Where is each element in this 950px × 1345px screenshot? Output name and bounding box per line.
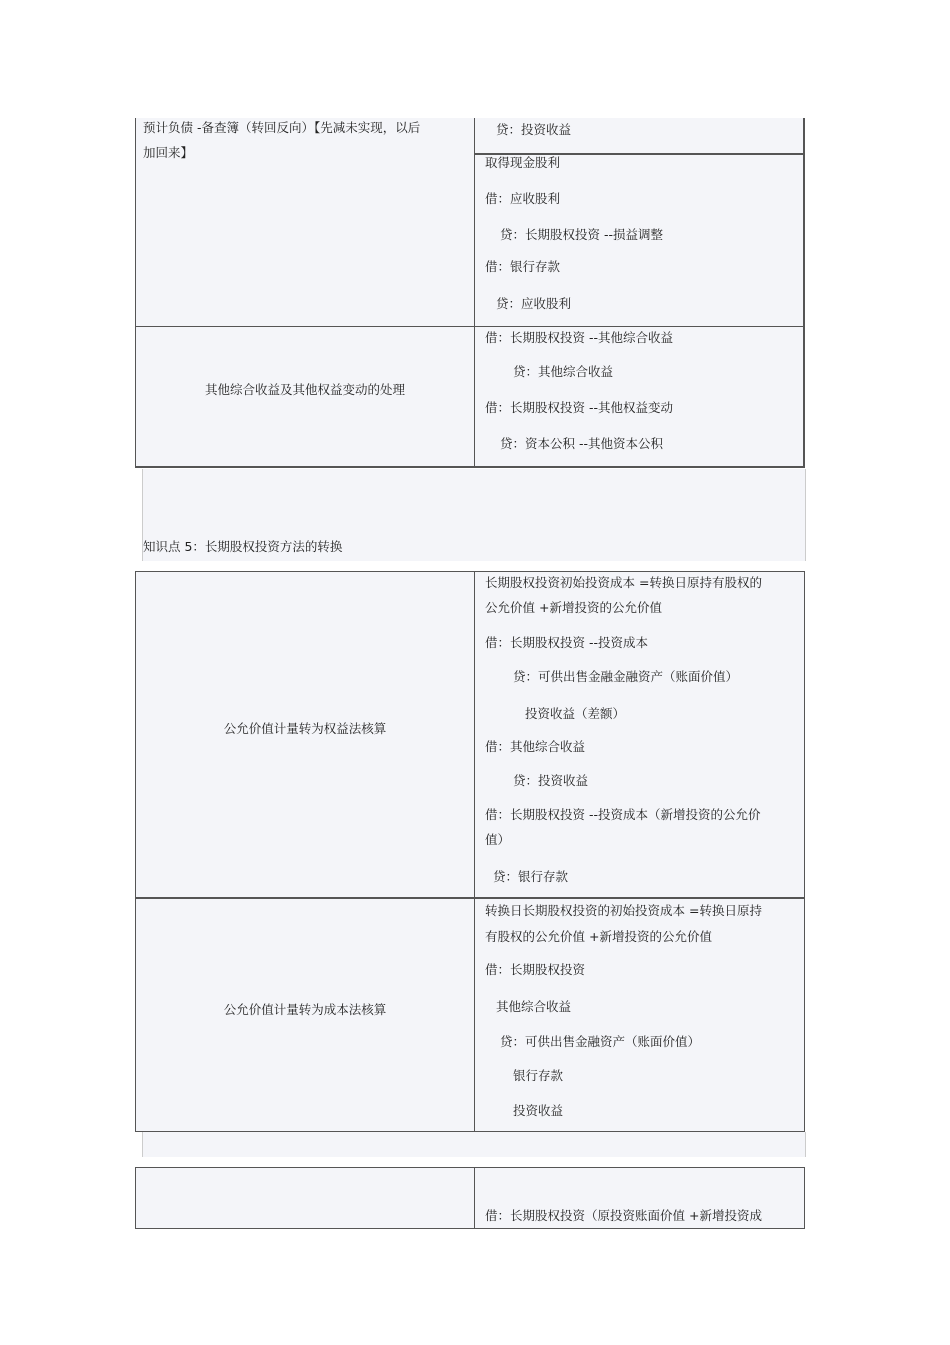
row-label-equity-method: 公允价值计量转为权益法核算: [223, 721, 387, 736]
entry-line: 借：其他综合收益: [485, 739, 586, 754]
table-journal-entries-1: [135, 118, 805, 468]
row-divider: [135, 326, 805, 327]
entry-line: 贷：资本公积 --其他资本公积: [500, 436, 663, 451]
entry-line: 借：银行存款: [485, 259, 561, 274]
entry-line: 其他综合收益: [496, 999, 572, 1014]
entry-line: 贷：银行存款: [493, 869, 569, 884]
entry-line: 投资收益（差额）: [525, 706, 626, 721]
entry-line: 贷：投资收益: [513, 773, 589, 788]
entry-line: 有股权的公允价值 +新增投资的公允价值: [485, 929, 712, 944]
entry-line: 借：长期股权投资 --其他综合收益: [485, 330, 673, 345]
entry-line: 贷：投资收益: [496, 122, 572, 137]
entry-line: 银行存款: [513, 1068, 564, 1083]
entry-line: 借：长期股权投资 --投资成本: [485, 635, 648, 650]
entry-line: 借：应收股利: [485, 191, 561, 206]
entry-line: 长期股权投资初始投资成本 =转换日原持有股权的: [485, 575, 762, 590]
table-method-conversion: [135, 571, 805, 1132]
entry-line: 转换日长期股权投资的初始投资成本 =转换日原持: [485, 903, 762, 918]
entry-line: 贷：可供出售金融资产（账面价值）: [500, 1034, 701, 1049]
entry-line: 借：长期股权投资: [485, 962, 586, 977]
entry-line: 值）: [485, 832, 511, 847]
entry-line: 取得现金股利: [485, 155, 561, 170]
entry-line: 贷：可供出售金融金融资产（账面价值）: [513, 669, 739, 684]
left-text-line-1: 预计负债 -备查簿（转回反向）【先减未实现，以后: [143, 120, 421, 135]
left-text-line-2: 加回来】: [143, 145, 194, 160]
entry-line: 投资收益: [513, 1103, 564, 1118]
entry-line: 借：长期股权投资 --投资成本（新增投资的公允价: [485, 807, 761, 822]
row-label-oci: 其他综合收益及其他权益变动的处理: [204, 382, 405, 397]
entry-line: 贷：其他综合收益: [513, 364, 614, 379]
entry-line: 公允价值 +新增投资的公允价值: [485, 600, 662, 615]
column-divider: [474, 118, 475, 468]
entry-line: 贷：长期股权投资 --损益调整: [500, 227, 663, 242]
column-divider: [474, 1167, 475, 1229]
column-divider: [474, 571, 475, 1132]
row-divider: [135, 897, 805, 899]
entry-line: 贷：应收股利: [496, 296, 572, 311]
row-label-cost-method: 公允价值计量转为成本法核算: [223, 1002, 387, 1017]
spacer-band: [142, 1132, 806, 1157]
entry-line: 借：长期股权投资 --其他权益变动: [485, 400, 673, 415]
section-heading: 知识点 5：长期股权投资方法的转换: [143, 539, 343, 554]
entry-line: 借：长期股权投资（原投资账面价值 +新增投资成: [485, 1208, 762, 1223]
